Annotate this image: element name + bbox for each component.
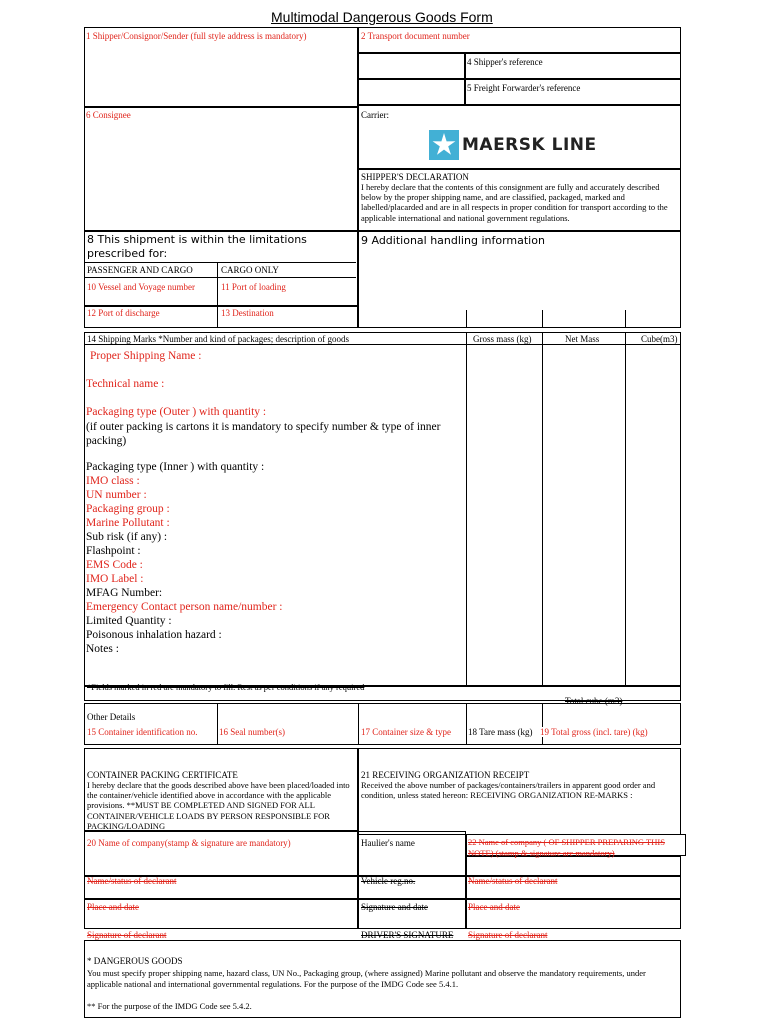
maersk-logo <box>429 130 459 160</box>
declaration-heading: SHIPPER'S DECLARATION <box>361 172 469 182</box>
goods-col-divider <box>466 332 467 686</box>
footer-note: ** For the purpose of the IMDG Code see 5.4.2. <box>87 1001 252 1011</box>
vehicle-reg-label: Vehicle reg.no. <box>361 876 416 886</box>
packing-certificate-heading: CONTAINER PACKING CERTIFICATE <box>87 770 238 780</box>
drivers-signature[interactable]: DRIVER'S SIGNATURE <box>361 930 454 940</box>
limitations-col-divider <box>217 262 218 307</box>
field-mfag-number[interactable]: MFAG Number: <box>86 587 163 599</box>
cube-header: Cube(m3) <box>641 334 678 344</box>
footer-heading: * DANGEROUS GOODS <box>87 956 183 966</box>
goods-col-divider <box>542 332 543 686</box>
box12-label: 12 Port of discharge <box>87 308 160 318</box>
box4-label: 4 Shipper's reference <box>467 57 543 67</box>
place-date-right: Place and date <box>468 902 520 912</box>
field-inner-packaging[interactable]: Packaging type (Inner ) with quantity : <box>86 461 265 473</box>
box5-label: 5 Freight Forwarder's reference <box>467 83 581 93</box>
signature-declarant-right[interactable]: Signature of declarant <box>468 930 548 940</box>
name-status-left: Name/status of declarant <box>87 876 177 886</box>
box15-label[interactable]: 15 Container identification no. <box>87 727 198 737</box>
field-sub-risk[interactable]: Sub risk (if any) : <box>86 531 168 543</box>
star-icon <box>429 130 459 160</box>
tick-mark <box>542 310 543 328</box>
box22-label: 22 Name of company ( OF SHIPPER PREPARING THIS NOTE) (stamp & signature are mandatory) <box>468 837 665 858</box>
form-title: Multimodal Dangerous Goods Form <box>271 9 493 25</box>
field-packaging-group[interactable]: Packaging group : <box>86 503 170 515</box>
consignee-box[interactable] <box>84 107 358 231</box>
field-imo-label[interactable]: IMO Label : <box>86 573 144 585</box>
box21-text: Received the above number of packages/containers/trailers in apparent good order and condition, unless stated hereon: RECEIVING ORGANIZATION RE-MARKS : <box>361 780 656 801</box>
box6-label: 6 Consignee <box>86 110 131 120</box>
field-notes[interactable]: Notes : <box>86 643 119 655</box>
field-imo-class[interactable]: IMO class : <box>86 475 140 487</box>
goods-header-divider <box>84 344 681 345</box>
declaration-text: I hereby declare that the contents of this consignment are fully and accurately described below by the proper shipping name, and are classified, packaged, marked and labelled/placarded and are in all respects in proper condition for transport according to the applicable international and national government regulations. <box>361 182 668 223</box>
total-cube-label: Total cube (m3) <box>565 696 623 706</box>
box19-label[interactable]: 19 Total gross (incl. tare) (kg) <box>540 727 648 737</box>
forwarder-ref-left[interactable] <box>358 79 465 105</box>
box13-label: 13 Destination <box>221 308 274 318</box>
field-proper-shipping-name[interactable]: Proper Shipping Name : <box>90 350 202 362</box>
packing-certificate-text: I hereby declare that the goods described above have been placed/loaded into the container/vehicle identified above in accordance with the applicable provisions. **MUST BE COMPLETED AND SIGNED FOR ALL CONTAINER/VEHICLE LOADS BY PERSON RESPONSIBLE FOR PACKING/LOADING <box>87 780 350 831</box>
box20-label: 20 Name of company(stamp & signature are mandatory) <box>87 838 291 848</box>
other-details-label: Other Details <box>87 712 136 722</box>
container-col-divider <box>217 703 218 745</box>
box21-heading: 21 RECEIVING ORGANIZATION RECEIPT <box>361 770 530 780</box>
box18-label[interactable]: 18 Tare mass (kg) <box>468 727 533 737</box>
container-row-box <box>84 703 681 745</box>
carrier-label: Carrier: <box>361 110 389 120</box>
container-col-divider <box>358 703 359 745</box>
box9-label: 9 Additional handling information <box>361 234 545 247</box>
limitations-divider <box>84 262 356 263</box>
field-outer-packaging[interactable]: Packaging type (Outer ) with quantity : <box>86 406 267 418</box>
box14-label: 14 Shipping Marks *Number and kind of packages; description of goods <box>87 334 349 344</box>
passenger-cargo[interactable]: PASSENGER AND CARGO <box>87 265 193 275</box>
box2-label: 2 Transport document number <box>361 31 470 41</box>
field-un-number[interactable]: UN number : <box>86 489 147 501</box>
goods-col-divider <box>625 332 626 686</box>
field-flashpoint[interactable]: Flashpoint : <box>86 545 141 557</box>
box11-label: 11 Port of loading <box>221 282 286 292</box>
mandatory-note: *Fields marked in red are mandatory to fill. Rest as per conditions if any required <box>87 682 365 692</box>
hauliers-name-label: Haulier's name <box>361 838 415 848</box>
company-box-right-lower[interactable] <box>466 856 681 876</box>
footer-text: You must specify proper shipping name, hazard class, UN No., Packaging group, (where assigned) Marine pollutant and observe the mandatory requirements, under applicable national and international governmental regulations. For the purpose of the IMDG Code see 5.4.1. <box>87 968 646 989</box>
signature-date-label: Signature and date <box>361 902 428 912</box>
tick-mark <box>625 310 626 328</box>
place-date-left: Place and date <box>87 902 139 912</box>
box17-label[interactable]: 17 Container size & type <box>361 727 451 737</box>
field-ems-code[interactable]: EMS Code : <box>86 559 143 571</box>
cargo-only[interactable]: CARGO ONLY <box>221 265 279 275</box>
field-emergency-contact[interactable]: Emergency Contact person name/number : <box>86 601 283 613</box>
field-technical-name[interactable]: Technical name : <box>86 378 165 390</box>
net-mass-header: Net Mass <box>565 334 600 344</box>
box8-label: 8 This shipment is within the limitations prescribed for: <box>87 233 307 260</box>
signature-declarant-left[interactable]: Signature of declarant <box>87 930 167 940</box>
gross-mass-header: Gross mass (kg) <box>473 334 532 344</box>
name-status-right: Name/status of declarant <box>468 876 558 886</box>
field-limited-quantity[interactable]: Limited Quantity : <box>86 615 172 627</box>
container-col-divider <box>466 703 467 745</box>
field-outer-packing-note: (if outer packing is cartons it is mandatory to specify number & type of inner packing) <box>86 421 441 447</box>
limitations-divider-2 <box>84 277 356 278</box>
box10-label: 10 Vessel and Voyage number <box>87 282 195 292</box>
box1-label: 1 Shipper/Consignor/Sender (full style address is mandatory) <box>86 31 307 41</box>
container-col-divider <box>542 703 543 745</box>
tick-mark <box>466 310 467 328</box>
field-marine-pollutant[interactable]: Marine Pollutant : <box>86 517 170 529</box>
box16-label[interactable]: 16 Seal number(s) <box>219 727 285 737</box>
field-poisonous-inhalation[interactable]: Poisonous inhalation hazard : <box>86 629 222 641</box>
maersk-logo-text: MAERSK LINE <box>462 135 597 155</box>
shippers-ref-left[interactable] <box>358 53 465 79</box>
